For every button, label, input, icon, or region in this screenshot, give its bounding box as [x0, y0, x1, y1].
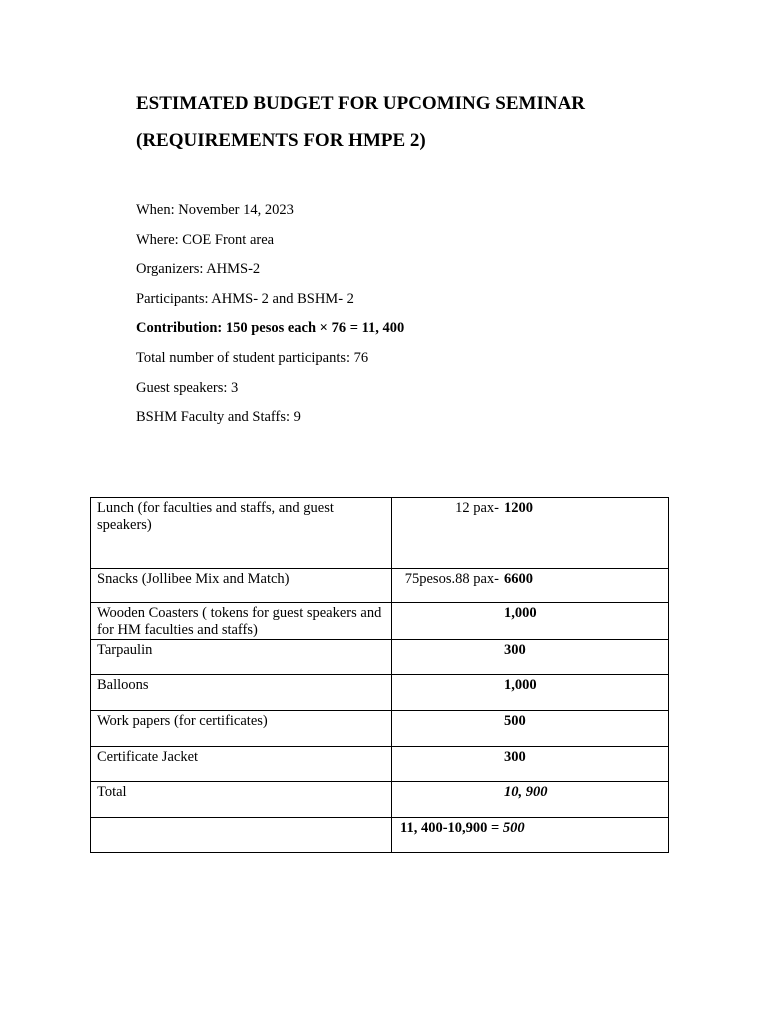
item-cell: Tarpaulin	[91, 640, 392, 675]
empty-cell	[91, 818, 392, 853]
total-label: Total	[91, 782, 392, 818]
item-cell: Work papers (for certificates)	[91, 711, 392, 747]
total-cell	[392, 782, 669, 818]
table-row	[91, 747, 669, 782]
event-venue: Where: COE Front area	[136, 232, 275, 248]
difference-expression: 11, 400-10,900 =	[400, 820, 503, 836]
budget-table	[90, 497, 669, 853]
table-row	[91, 711, 669, 747]
difference-result: 500	[502, 820, 525, 836]
total-students: Total number of student participants: 76	[136, 350, 369, 366]
contribution-line: Contribution: 150 pesos each × 76 = 11, 400	[136, 320, 405, 336]
quantity-label: 75pesos.88 pax-	[404, 571, 499, 587]
amount-value: 1200	[504, 500, 533, 516]
amount-cell	[392, 569, 669, 603]
item-cell: Balloons	[91, 675, 392, 711]
amount-value: 500	[504, 713, 526, 729]
event-date: When: November 14, 2023	[136, 202, 294, 218]
amount-cell	[392, 675, 669, 711]
faculty-staff: BSHM Faculty and Staffs: 9	[136, 409, 301, 425]
total-amount: 10, 900	[504, 784, 548, 800]
guest-speakers: Guest speakers: 3	[136, 380, 239, 396]
amount-value: 1,000	[504, 677, 537, 693]
table-row	[91, 603, 669, 640]
amount-value: 1,000	[504, 605, 537, 621]
table-row	[91, 498, 669, 569]
page-subtitle: (REQUIREMENTS FOR HMPE 2)	[136, 130, 426, 151]
difference-calculation	[400, 820, 525, 837]
amount-value: 6600	[504, 571, 533, 587]
amount-cell	[392, 603, 669, 640]
quantity-label: 12 pax-	[455, 500, 499, 516]
difference-row	[91, 818, 669, 853]
difference-cell	[392, 818, 669, 853]
item-cell: Lunch (for faculties and staffs, and guest speakers)	[91, 498, 392, 569]
event-participants: Participants: AHMS- 2 and BSHM- 2	[136, 291, 354, 307]
amount-value: 300	[504, 749, 526, 765]
item-cell: Wooden Coasters ( tokens for guest speakers and for HM faculties and staffs)	[91, 603, 392, 640]
table-row	[91, 675, 669, 711]
total-row	[91, 782, 669, 818]
amount-value: 300	[504, 642, 526, 658]
page-title: ESTIMATED BUDGET FOR UPCOMING SEMINAR	[136, 93, 586, 114]
amount-cell	[392, 711, 669, 747]
amount-cell	[392, 498, 669, 569]
item-cell: Snacks (Jollibee Mix and Match)	[91, 569, 392, 603]
amount-cell	[392, 747, 669, 782]
item-cell: Certificate Jacket	[91, 747, 392, 782]
amount-cell	[392, 640, 669, 675]
table-row	[91, 640, 669, 675]
event-organizers: Organizers: AHMS-2	[136, 261, 261, 277]
table-row	[91, 569, 669, 603]
